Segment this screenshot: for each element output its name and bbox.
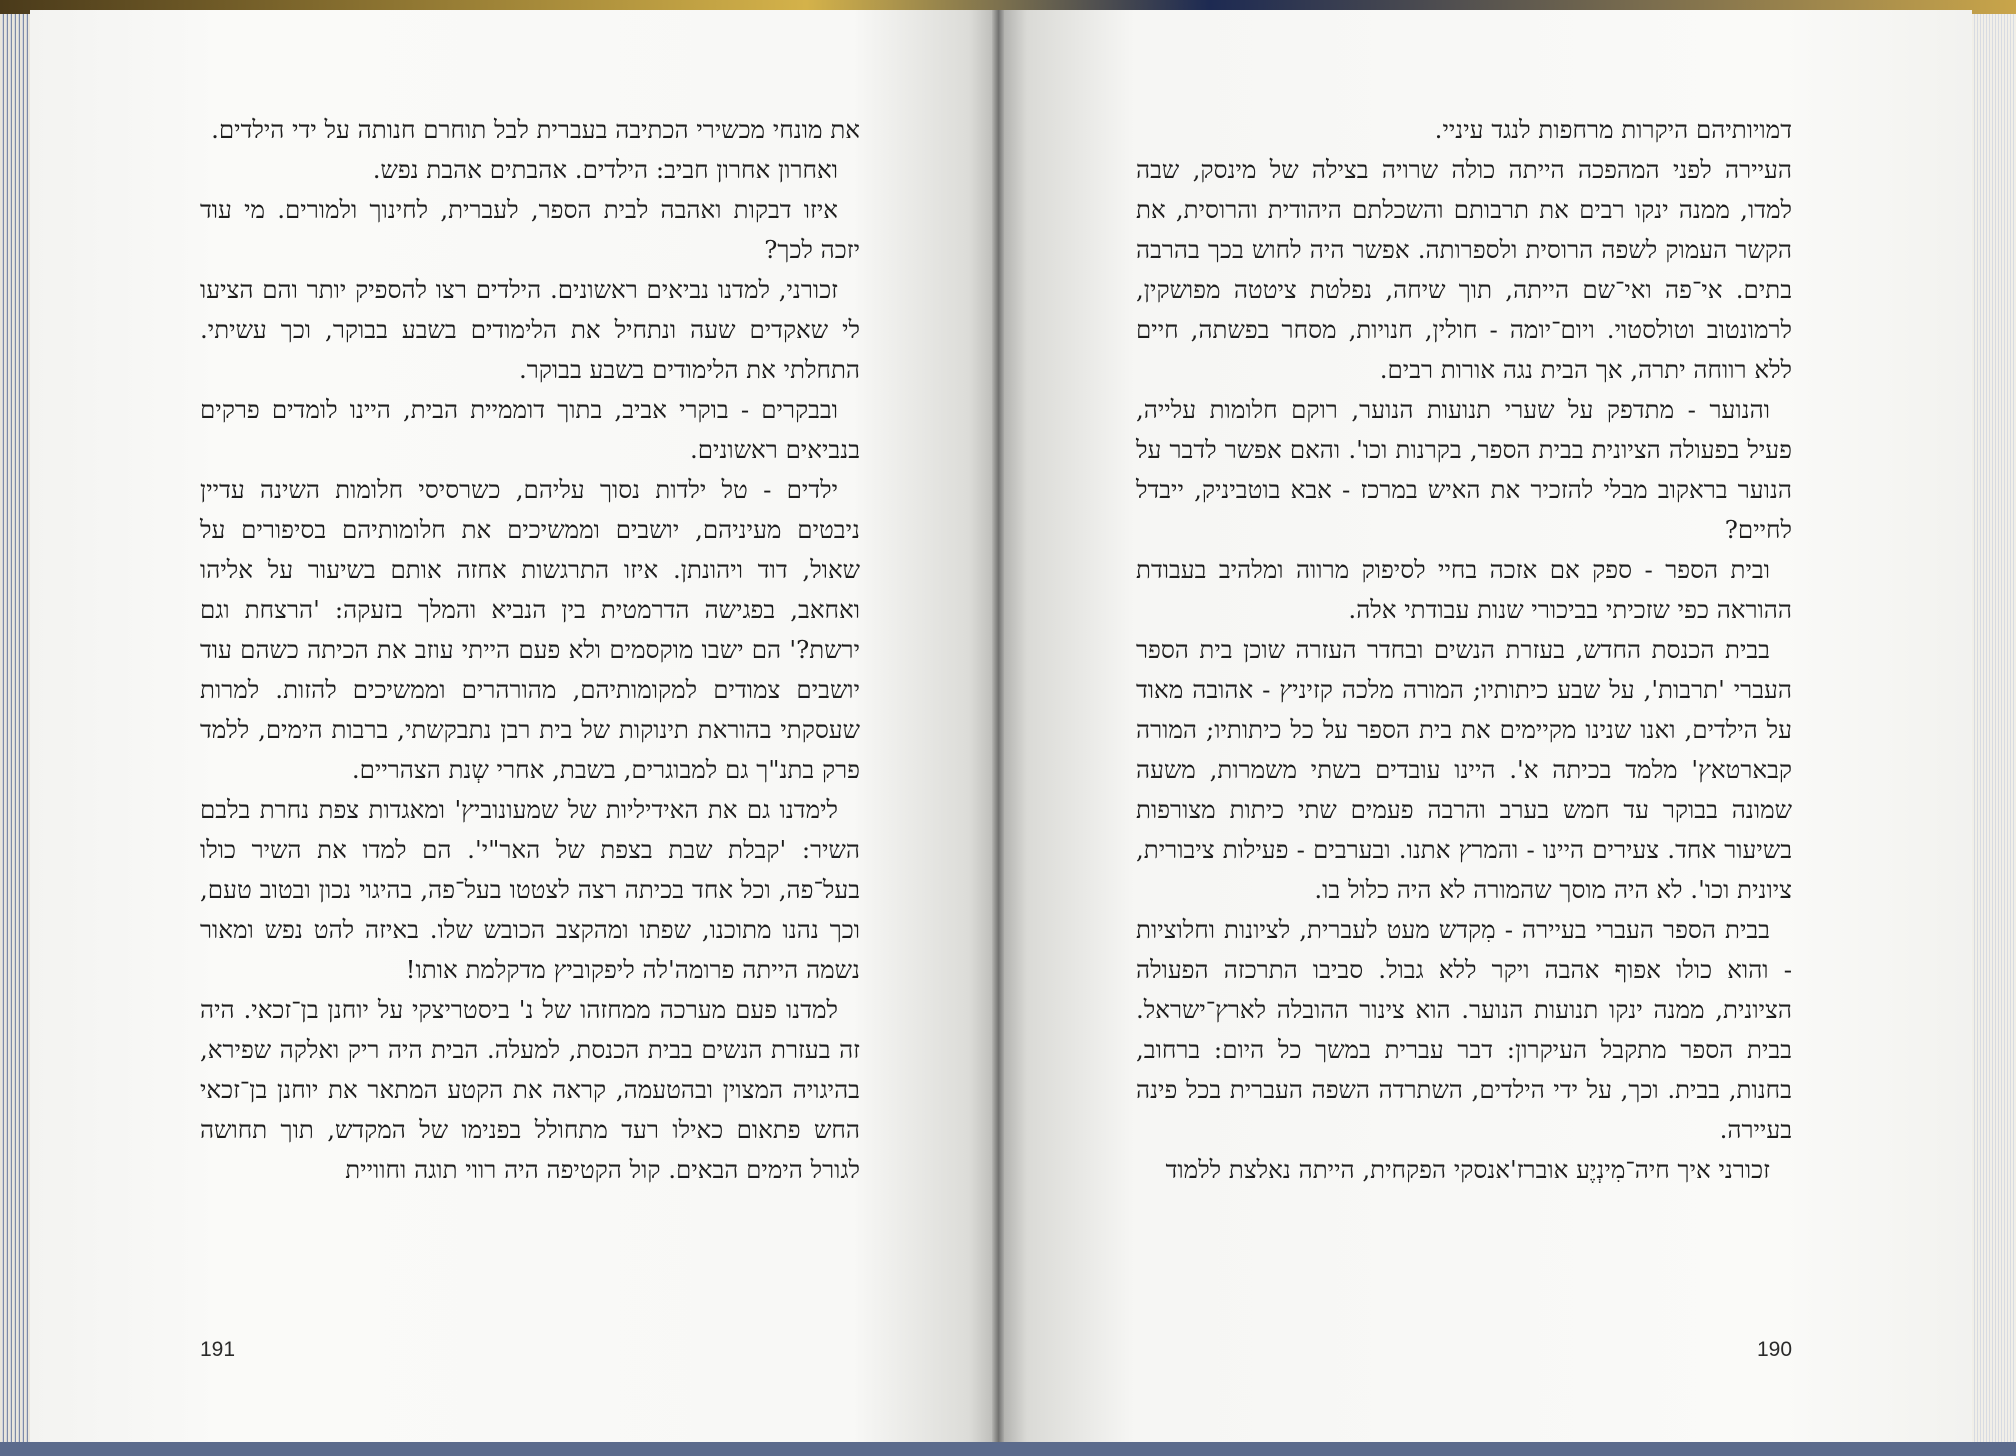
paragraph: בבית הספר העברי בעיירה - מִקדש מעט לעברית, לציונות וחלוציות - והוא כולו אפוף אהבה ויקר ללא גבול. סביבו התרכזה הפעולה הציונית, ממנה ינקו תנועות הנוער. הוא צינור ההובלה לארץ־ישראל. בבית הספר מתקבל העיקרון: דבר עברית במשך כל היום: ברחוב, בחנות, בבית. וכך, על ידי הילדים, השתרדה השפה העברית בכל פינה בעיירה. (1136, 915, 1792, 1144)
paragraph: לימדנו גם את האידיליות של שמעונוביץ' ומאגדות צפת נחרת בלבם השיר: 'קבלת שבת בצפת של האר"י'. הם למדו את השיר כולו בעל־פה, וכל אחד בכיתה רצה לצטטו בעל־פה, בהיגוי נכון ובטוב טעם, וכך נהנו מתוכנו, שפתו ומהקצב הכובש שלו. באיזה להט נפש ומאור נשמה הייתה פרומה'לה ליפקוביץ מדקלמת אותו! (200, 795, 860, 984)
right-page-text (1136, 110, 1792, 1190)
paragraph: זכורני, למדנו נביאים ראשונים. הילדים רצו להספיק יותר והם הציעו לי שאקדים שעה ונתחיל את הלימודים בשבע בבוקר, וכך עשיתי. התחלתי את הלימודים בשבע בבוקר. (200, 275, 860, 384)
paragraph: והנוער - מתדפק על שערי תנועות הנוער, רוקם חלומות עלייה, פעיל בפעולה הציונית בבית הספר, בקרנות וכו'. והאם אפשר לדבר על הנוער בראקוב מבלי להזכיר את האיש במרכז - אבא בוטביניק, ייבדל לחיים? (1136, 395, 1792, 544)
scanner-background (0, 1440, 2016, 1456)
page-number-right: 190 (1757, 1338, 1793, 1361)
paragraph: ואחרון אחרון חביב: הילדים. אהבתים אהבת נפש. (372, 155, 838, 184)
paragraph: בבית הכנסת החדש, בעזרת הנשים ובחדר העזרה שוכן בית הספר העברי 'תרבות', על שבע כיתותיו; המורה מלכה קזיניץ - אהובה מאוד על הילדים, ואנו שנינו מקיימים את בית הספר על כל כיתותיו; המורה קבארטאץ' מלמד בכיתה א'. היינו עובדים בשתי משמרות, משעה שמונה בבוקר עד חמש בערב והרבה פעמים שתי כיתות מצורפות בשיעור אחד. צעירים היינו - והמרץ אתנו. ובערבים - פעילות ציבורית, ציונית וכו'. לא היה מוסך שהמורה לא היה כלול בו. (1136, 635, 1792, 904)
page-edges-right (1972, 14, 2016, 1442)
paragraph: דמויותיהם היקרות מרחפות לנגד עיניי. (1434, 115, 1792, 144)
paragraph: זכורני איך חיה־מִינְיֶע אוברז'אנסקי הפקחית, הייתה נאלצת ללמוד (1165, 1155, 1770, 1184)
paragraph: ילדים - טל ילדות נסוך עליהם, כשרסיסי חלומות השינה עדיין ניבטים מעיניהם, יושבים וממשיכים את חלומותיהם בסיפורים על שאול, דוד ויהונתן. איזו התרגשות אחזה אותם בשיעור על אליהו ואחאב, בפגישה הדרמטית בין הנביא והמלך בזעקה: 'הרצחת וגם ירשת?' הם ישבו מוקסמים ולא פעם הייתי עוזב את הכיתה כשהם עוד יושבים צמודים למקומותיהם, מהורהרים וממשיכים להזות. למרות שעסקתי בהוראת תינוקות של בית רבן נתבקשתי, ברבות הימים, ללמד פרק בתנ"ך גם למבוגרים, בשבת, אחרי שְנת הצהריים. (200, 475, 860, 784)
paragraph: את מונחי מכשירי הכתיבה בעברית לבל תוחרם חנותה על ידי הילדים. (211, 115, 860, 144)
paragraph: ובית הספר - ספק אם אזכה בחיי לסיפוק מרווה ומלהיב בעבודת ההוראה כפי שזכיתי בביכורי שנות עבודתי אלה. (1136, 555, 1792, 624)
book-spine (992, 10, 1004, 1442)
paragraph: איזו דבקות ואהבה לבית הספר, לעברית, לחינוך ולמורים. מי עוד יזכה לכך? (200, 195, 860, 264)
paragraph: ובבקרים - בוקרי אביב, בתוך דוממיית הבית, היינו לומדים פרקים בנביאים ראשונים. (200, 395, 860, 464)
left-page-text (200, 110, 860, 1190)
paragraph: העיירה לפני המהפכה הייתה כולה שרויה בצילה של מינסק, שבה למדו, ממנה ינקו רבים את תרבותם והשכלתם היהודית והרוסית, את הקשר העמוק לשפה הרוסית ולספרותה. אפשר היה לחוש בכך בהרבה בתים. אי־פה ואי־שם הייתה, תוך שיחה, נפלטת ציטטה מפושקין, לרמונטוב וטולסטוי. ויום־יומה - חולין, חנויות, מסחר בפשתה, חיים ללא רווחה יתרה, אך הבית נגה אורות רבים. (1136, 155, 1792, 384)
page-edges-left (0, 14, 30, 1442)
page-number-left: 191 (200, 1338, 236, 1361)
paragraph: למדנו פעם מערכה ממחזהו של נ' ביסטריצקי על יוחנן בן־זכאי. היה זה בעזרת הנשים בבית הכנסת, למעלה. הבית היה ריק ואלקה שפירא, בהיגויה המצוין ובהטעמה, קראה את הקטע המתאר את יוחנן בן־זכאי החש פתאום כאילו רעד מתחולל בפנימו של המקדש, תוך תחושה לגורל הימים הבאים. קול הקטיפה היה רווי תוגה וחוויית (200, 995, 860, 1184)
